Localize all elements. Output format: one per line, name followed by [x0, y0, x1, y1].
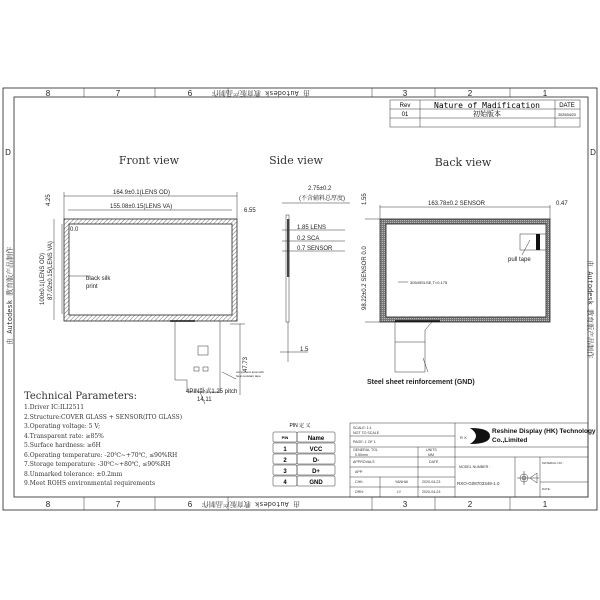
steel-note: 30549SLSE,T=0.175	[410, 280, 448, 285]
title-block	[350, 423, 596, 497]
side-sca: 0.2 SCA	[297, 236, 320, 242]
pin-name: GND	[309, 480, 323, 486]
scale: SCALE: 1:1	[353, 426, 372, 430]
pin-number: 4	[283, 480, 287, 486]
zone-label: 7	[115, 500, 121, 509]
zone-label: 1	[542, 89, 548, 98]
tech-item: 2.Structure:COVER GLASS + SENSOR(ITO GLASS)	[24, 414, 183, 421]
name-header: Name	[307, 436, 325, 442]
zone-label: 2	[467, 89, 473, 98]
app: APP:	[355, 470, 364, 474]
logo-text: R X	[460, 435, 467, 440]
row-label: D	[590, 148, 596, 157]
top-margin: 4.25	[46, 194, 52, 206]
watermark-bottom: 由 Autodesk 教育版产品制作	[201, 500, 300, 508]
tech-title: Technical Parameters:	[24, 391, 138, 402]
projection-symbol-icon	[517, 471, 539, 485]
pull-tape-label: pull tape	[508, 257, 531, 263]
fpc-note: component area with	[236, 370, 264, 374]
tech-item: 3.Operating voltage: 5 V;	[24, 423, 101, 430]
date-label: DATE	[429, 460, 439, 464]
row-label: D	[5, 148, 11, 157]
sensor-height: 98.22±0.2 SENSOR 0.0	[362, 246, 368, 310]
company-name-2: Co.,Limited	[492, 437, 528, 444]
fpc-note-2: heat resistant tape	[236, 374, 261, 378]
revision-table	[390, 100, 580, 127]
model-number: RXO-G08703349-1.0	[457, 481, 500, 486]
zone-label: 7	[115, 89, 121, 98]
material-label: MATERIAL NO.:	[542, 461, 564, 465]
side-fpc-thickness: 1.5	[300, 347, 309, 353]
pin-table-title: PIN 定 义	[289, 423, 311, 429]
chk-name: YANHAI	[395, 480, 409, 484]
fpc-width: 14.11	[197, 397, 212, 403]
origin-label: 0.0	[70, 227, 79, 233]
zone-label: 8	[45, 500, 51, 509]
front-view	[54, 192, 245, 404]
drn: DRN:	[355, 490, 364, 494]
tech-item: 5.Surface hardness: ≥6H	[24, 442, 101, 449]
side-sensor: 0.7 SENSOR	[297, 246, 333, 252]
side-thickness: 2.75±0.2	[308, 186, 332, 192]
units-label: UNITS	[426, 448, 437, 452]
lens-va-height: 87.02±0.15(LENS VA)	[48, 241, 54, 300]
back-view-title: Back view	[434, 156, 492, 169]
date-header: DATE	[559, 103, 575, 109]
zone-label: 6	[187, 500, 193, 509]
pin-header: PIN	[281, 435, 289, 440]
watermark-right: 由 Autodesk 教育版产品制作	[586, 260, 594, 359]
title-date-label: DATE:	[542, 487, 551, 491]
fpc-length: 47.73	[243, 356, 249, 372]
back-view	[365, 205, 550, 372]
units: MM	[428, 453, 434, 457]
connector-label: 4PIN卧式1.25 pitch	[186, 389, 238, 395]
side-lens: 1.85 LENS	[297, 225, 327, 231]
back-top-margin: 1.55	[362, 193, 368, 205]
zone-label: 3	[402, 500, 408, 509]
drn-name: LY	[397, 490, 402, 494]
tech-item: 1.Driver IC:ILI2511	[24, 404, 85, 411]
date-cell: 2020/04/23	[558, 113, 576, 117]
nature-cell: 初始版本	[473, 111, 501, 118]
lens-od-width: 164.9±0.1(LENS OD)	[113, 190, 170, 196]
zone-label: 8	[45, 89, 51, 98]
lens-od-height: 100±0.1(LENS OD)	[40, 253, 46, 305]
right-margin: 6.55	[244, 208, 256, 214]
pin-table	[273, 422, 335, 486]
pin-name: D+	[312, 469, 320, 475]
watermark-left: 由 Autodesk 教育版产品制作	[6, 246, 14, 345]
side-view-title: Side view	[269, 154, 323, 167]
pin-number: 1	[283, 447, 287, 453]
zone-label: 1	[542, 500, 548, 509]
scale-note: NOT TO SCALE	[353, 431, 380, 435]
tol: 0.50mm	[355, 453, 368, 457]
rev-header: Rev	[399, 103, 411, 109]
silk-label: black silk	[86, 276, 111, 282]
tech-item: 7.Storage temperature: -30℃~+80℃, ≤90%RH	[24, 461, 171, 468]
watermark-top: 由 Autodesk 教育版产品制作	[211, 89, 310, 97]
pin-name: VCC	[309, 447, 323, 453]
pin-number: 2	[283, 458, 287, 464]
nature-header: Nature of Madification	[434, 101, 540, 110]
back-right-margin: 0.47	[556, 201, 568, 207]
company-name: Reshine Display (HK) Technology	[492, 428, 596, 435]
zone-label: 2	[467, 500, 473, 509]
approvals: APPROVALS	[353, 460, 375, 464]
steel-label: Steel sheet reinforcement (GND)	[367, 379, 475, 386]
lens-va-width: 155.08±0.15(LENS VA)	[110, 204, 173, 210]
chk: CHK:	[355, 480, 364, 484]
zone-label: 3	[402, 89, 408, 98]
zone-label: 6	[187, 89, 193, 98]
side-thickness-note: (不含辅料总厚度)	[299, 196, 345, 202]
pin-name: D-	[312, 458, 320, 464]
tech-item: 8.Unmarked tolerance: ±0.2mm	[24, 471, 123, 478]
silk-label-2: print	[86, 284, 98, 290]
company-logo	[460, 428, 490, 444]
tech-item: 9.Meet ROHS environmental requirements	[24, 480, 156, 487]
pin-number: 3	[283, 469, 287, 475]
tech-item: 4.Transparent rate: ≥85%	[24, 433, 104, 440]
tech-item: 6.Operating temperature: -20℃~+70℃, ≤90%RH	[24, 452, 178, 459]
rev-cell: 01	[401, 112, 409, 118]
model-label: MODEL NUMBER :	[459, 465, 491, 469]
drn-date: 2020-04-23	[422, 490, 441, 494]
page: PAGE: 1 OF 1	[353, 440, 376, 444]
front-view-title: Front view	[118, 154, 180, 167]
sensor-width: 163.78±0.2 SENSOR	[428, 201, 485, 207]
chk-date: 2020-04-23	[422, 480, 441, 484]
tol-label: GENERAL TOL	[353, 448, 378, 452]
